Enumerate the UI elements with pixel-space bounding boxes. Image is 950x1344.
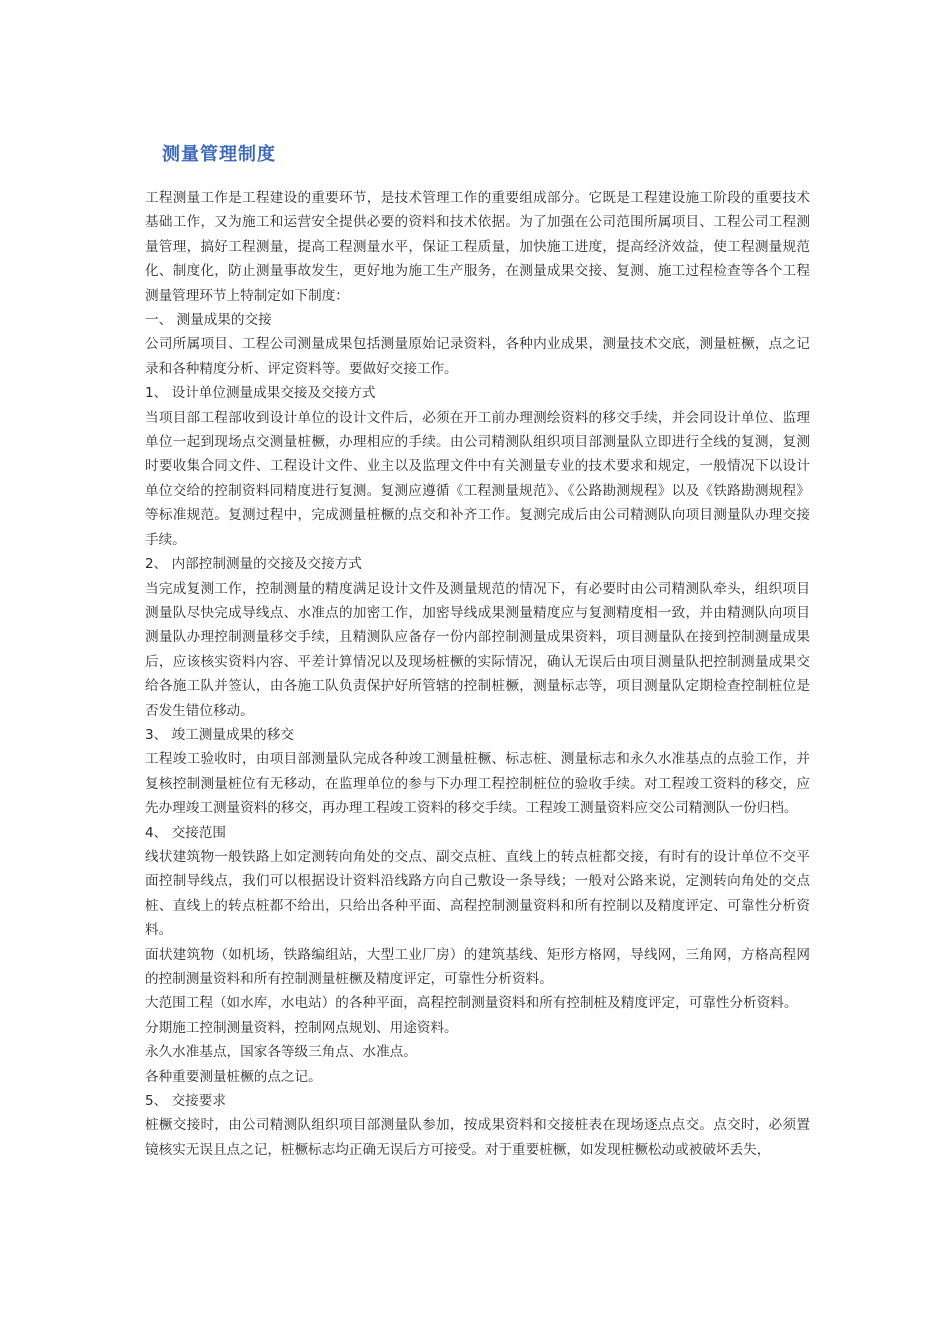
- paragraph: 当完成复测工作，控制测量的精度满足设计文件及测量规范的情况下，有必要时由公司精测队牵头，组织项目测量队尽快完成导线点、水准点的加密工作，加密导线成果测量精度应与复测精度相一致，并由精测队向项目测量队办理控制测量移交手续，且精测队应备存一份内部控制测量成果资料，项目测量队在接到控制测量成果后，应该核实资料内容、平差计算情况以及现场桩橛的实际情况，确认无误后由项目测量队把控制测量成果交给各施工队并签认，由各施工队负责保护好所管辖的控制桩橛，测量标志等，项目测量队定期检查控制桩位是否发生错位移动。: [145, 580, 810, 719]
- paragraph: 公司所属项目、工程公司测量成果包括测量原始记录资料，各种内业成果，测量技术交底，测量桩橛，点之记录和各种精度分析、评定资料等。要做好交接工作。: [145, 336, 810, 377]
- subsection-heading-3: 3、 竣工测量成果的移交: [145, 726, 294, 743]
- paragraph: 分期施工控制测量资料，控制网点规划、用途资料。: [145, 1019, 458, 1036]
- document-title: 测量管理制度: [162, 144, 276, 165]
- paragraph: 当项目部工程部收到设计单位的设计文件后，必须在开工前办理测绘资料的移交手续，并会同设计单位、监理单位一起到现场点交测量桩橛，办理相应的手续。由公司精测队组织项目部测量队立即进行全线的复测，复测时要收集合同文件、工程设计文件、业主以及监理文件中有关测量专业的技术要求和规定，一般情况下以设计单位交给的控制资料同精度进行复测。复测应遵循《工程测量规范》、《公路勘测规程》以及《铁路勘测规程》等标准规范。复测过程中，完成测量桩橛的点交和补齐工作。复测完成后由公司精测队向项目测量队办理交接手续。: [145, 409, 810, 548]
- subsection-heading-4: 4、 交接范围: [145, 824, 226, 841]
- section-heading-1: 一、 测量成果的交接: [145, 312, 272, 329]
- paragraph: 桩橛交接时，由公司精测队组织项目部测量队参加，按成果资料和交接桩表在现场逐点点交。点交时，必须置镜核实无误且点之记，桩橛标志均正确无误后方可接受。对于重要桩橛，如发现桩橛松动或被破坏丢失，: [145, 1117, 810, 1158]
- paragraph-intro: 工程测量工作是工程建设的重要环节，是技术管理工作的重要组成部分。它既是工程建设施工阶段的重要技术基础工作，又为施工和运营安全提供必要的资料和技术依据。为了加强在公司范围所属项目、工程公司工程测量管理，搞好工程测量，提高工程测量水平，保证工程质量，加快施工进度，提高经济效益，使工程测量规范化、制度化，防止测量事故发生，更好地为施工生产服务，在测量成果交接、复测、施工过程检查等各个工程测量管理环节上特制定如下制度：: [145, 190, 810, 304]
- subsection-heading-1: 1、 设计单位测量成果交接及交接方式: [145, 385, 376, 402]
- paragraph: 面状建筑物（如机场，铁路编组站，大型工业厂房）的建筑基线、矩形方格网，导线网，三角网，方格高程网的控制测量资料和所有控制测量桩橛及精度评定，可靠性分析资料。: [145, 946, 810, 987]
- paragraph: 永久水准基点，国家各等级三角点、水准点。: [145, 1044, 417, 1061]
- paragraph: 大范围工程（如水库，水电站）的各种平面，高程控制测量资料和所有控制桩及精度评定，可靠性分析资料。: [145, 995, 798, 1012]
- document-body: [145, 186, 810, 1162]
- paragraph: 工程竣工验收时，由项目部测量队完成各种竣工测量桩橛、标志桩、测量标志和永久水准基点的点验工作，并复核控制测量桩位有无移动，在监理单位的参与下办理工程控制桩位的验收手续。对工程竣工资料的移交，应先办理竣工测量资料的移交，再办理工程竣工资料的移交手续。工程竣工测量资料应交公司精测队一份归档。: [145, 751, 810, 817]
- subsection-heading-5: 5、 交接要求: [145, 1093, 226, 1110]
- paragraph: 线状建筑物一般铁路上如定测转向角处的交点、副交点桩、直线上的转点桩都交接，有时有的设计单位不交平面控制导线点，我们可以根据设计资料沿线路方向自己敷设一条导线；一般对公路来说，定测转向角处的交点桩、直线上的转点桩都不给出，只给出各种平面、高程控制测量资料和所有控制以及精度评定、可靠性分析资料。: [145, 848, 810, 939]
- subsection-heading-2: 2、 内部控制测量的交接及交接方式: [145, 556, 362, 573]
- paragraph: 各种重要测量桩橛的点之记。: [145, 1068, 322, 1085]
